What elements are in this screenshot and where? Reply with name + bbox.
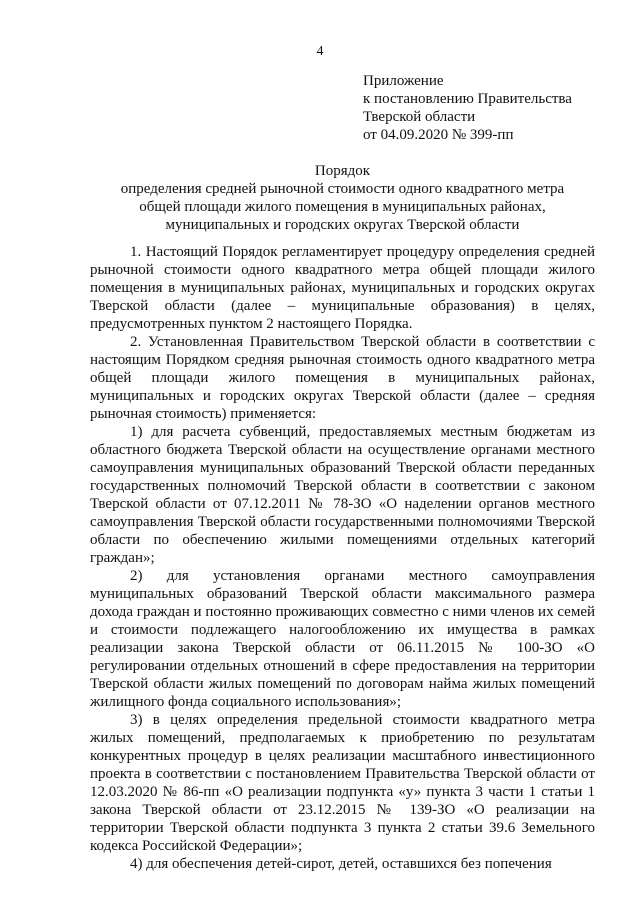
title-line: определения средней рыночной стоимости одного квадратного метра: [120, 181, 565, 197]
page-number: 4: [316, 44, 324, 59]
document-title: [90, 162, 595, 234]
subparagraph-4: 4) для обеспечения детей-сирот, детей, оставшихся без попечения: [130, 856, 552, 872]
title-line: муниципальных и городских округах Тверской области: [165, 217, 520, 233]
appendix-line: Приложение: [363, 73, 444, 89]
document-body: [90, 243, 595, 873]
paragraph-2: 2. Установленная Правительством Тверской области в соответствии с настоящим Порядком средняя рыночная стоимость одного квадратного метра общей площади жилого помещения в муниципальных районах, муниципальных и городских округах Тверской области (далее – средняя рыночная стоимость) применяется:: [90, 334, 595, 422]
title-heading: Порядок: [314, 163, 371, 179]
subparagraph-2: 2) для установления органами местного самоуправления муниципальных образований Тверской области максимального размера дохода граждан и постоянно проживающих совместно с ними членов их семей и стоимости подлежащего налогообложению их имущества в рамках реализации закона Тверской области от 06.11.2015 № 100-ЗО «О регулировании отдельных отношений в сфере предоставления на территории Тверской области жилых помещений по договорам найма жилых помещений жилищного фонда социального использования»;: [90, 568, 595, 710]
appendix-line: от 04.09.2020 № 399-пп: [363, 127, 514, 143]
paragraph-1: 1. Настоящий Порядок регламентирует процедуру определения средней рыночной стоимости одного квадратного метра общей площади жилого помещения в муниципальных районах, муниципальных и городских округах Тверской области (далее – муниципальные образования) в целях, предусмотренных пунктом 2 настоящего Порядка.: [90, 244, 595, 332]
subparagraph-1: 1) для расчета субвенций, предоставляемых местным бюджетам из областного бюджета Тверской области на осуществление органами местного самоуправления муниципальных образований Тверской области переданных государственных полномочий Тверской области в соответствии с законом Тверской области от 07.12.2011 № 78-ЗО «О наделении органов местного самоуправления Тверской области государственными полномочиями Тверской области по обеспечению жилыми помещениями отдельных категорий граждан»;: [90, 424, 595, 566]
title-line: общей площади жилого помещения в муниципальных районах,: [139, 199, 546, 215]
appendix-line: к постановлению Правительства: [363, 91, 572, 107]
subparagraph-3: 3) в целях определения предельной стоимости квадратного метра жилых помещений, предполагаемых к приобретению по результатам конкурентных процедур в целях реализации масштабного инвестиционного проекта в соответствии с постановлением Правительства Тверской области от 12.03.2020 № 86-пп «О реализации подпункта «у» пункта 3 части 1 статьи 1 закона Тверской области от 23.12.2015 № 139-ЗО «О реализации на территории Тверской области подпункта 3 пункта 2 статьи 39.6 Земельного кодекса Российской Федерации»;: [90, 712, 595, 854]
appendix-line: Тверской области: [363, 109, 476, 125]
appendix-header: [363, 72, 572, 144]
